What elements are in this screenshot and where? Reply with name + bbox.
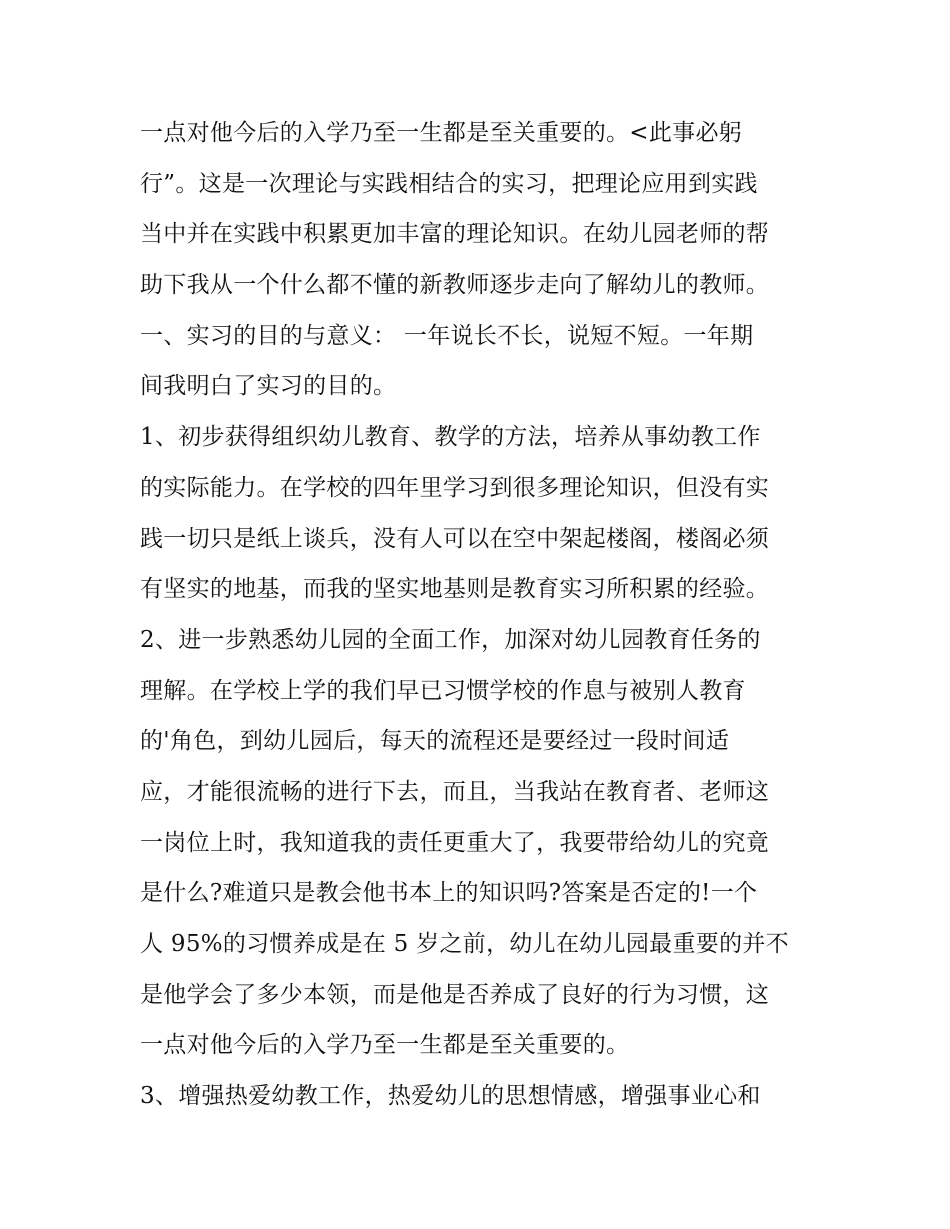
text-line-13: 的'角色，到幼儿园后，每天的流程还是要经过一段时间适: [140, 728, 730, 755]
body-text: [140, 108, 820, 1122]
text-line-3: 当中并在实践中积累更加丰富的理论知识。在幼儿园老师的帮: [140, 221, 770, 248]
text-line-17: 人 95%的习惯养成是在 5 岁之前，幼儿在幼儿园最重要的并不: [140, 931, 789, 957]
text-line-11: 2、进一步熟悉幼儿园的全面工作，加深对幼儿园教育任务的: [140, 626, 761, 653]
text-line-19: 一点对他今后的入学乃至一生都是至关重要的。: [140, 1032, 630, 1059]
text-line-20: 3、增强热爱幼教工作，热爱幼儿的思想情感，增强事业心和: [140, 1083, 761, 1110]
text-line-18: 是他学会了多少本领，而是他是否养成了良好的行为习惯，这: [140, 981, 770, 1008]
text-line-2: 行”。这是一次理论与实践相结合的实习，把理论应用到实践: [140, 170, 758, 197]
text-line-4: 助下我从一个什么都不懂的新教师逐步走向了解幼儿的教师。: [140, 272, 770, 299]
text-line-16: 是什么?难道只是教会他书本上的知识吗?答案是否定的!一个: [140, 880, 758, 907]
text-line-7: 1、初步获得组织幼儿教育、教学的方法，培养从事幼教工作: [140, 424, 761, 451]
text-line-5: 一、实习的目的与意义： 一年说长不长，说短不短。一年期: [140, 322, 754, 349]
text-line-14: 应，才能很流畅的进行下去，而且，当我站在教育者、老师这: [140, 778, 770, 805]
text-line-8: 的实际能力。在学校的四年里学习到很多理论知识，但没有实: [140, 474, 770, 501]
text-line-1: 一点对他今后的入学乃至一生都是至关重要的。<此事必躬: [140, 120, 743, 146]
text-line-15: 一岗位上时，我知道我的责任更重大了，我要带给幼儿的究竟: [140, 829, 770, 856]
text-line-6: 间我明白了实习的目的。: [140, 373, 397, 400]
text-line-12: 理解。在学校上学的我们早已习惯学校的作息与被别人教育: [140, 677, 746, 704]
text-line-9: 践一切只是纸上谈兵，没有人可以在空中架起楼阁，楼阁必须: [140, 525, 770, 552]
text-line-10: 有坚实的地基，而我的坚实地基则是教育实习所积累的经验。: [140, 576, 770, 603]
